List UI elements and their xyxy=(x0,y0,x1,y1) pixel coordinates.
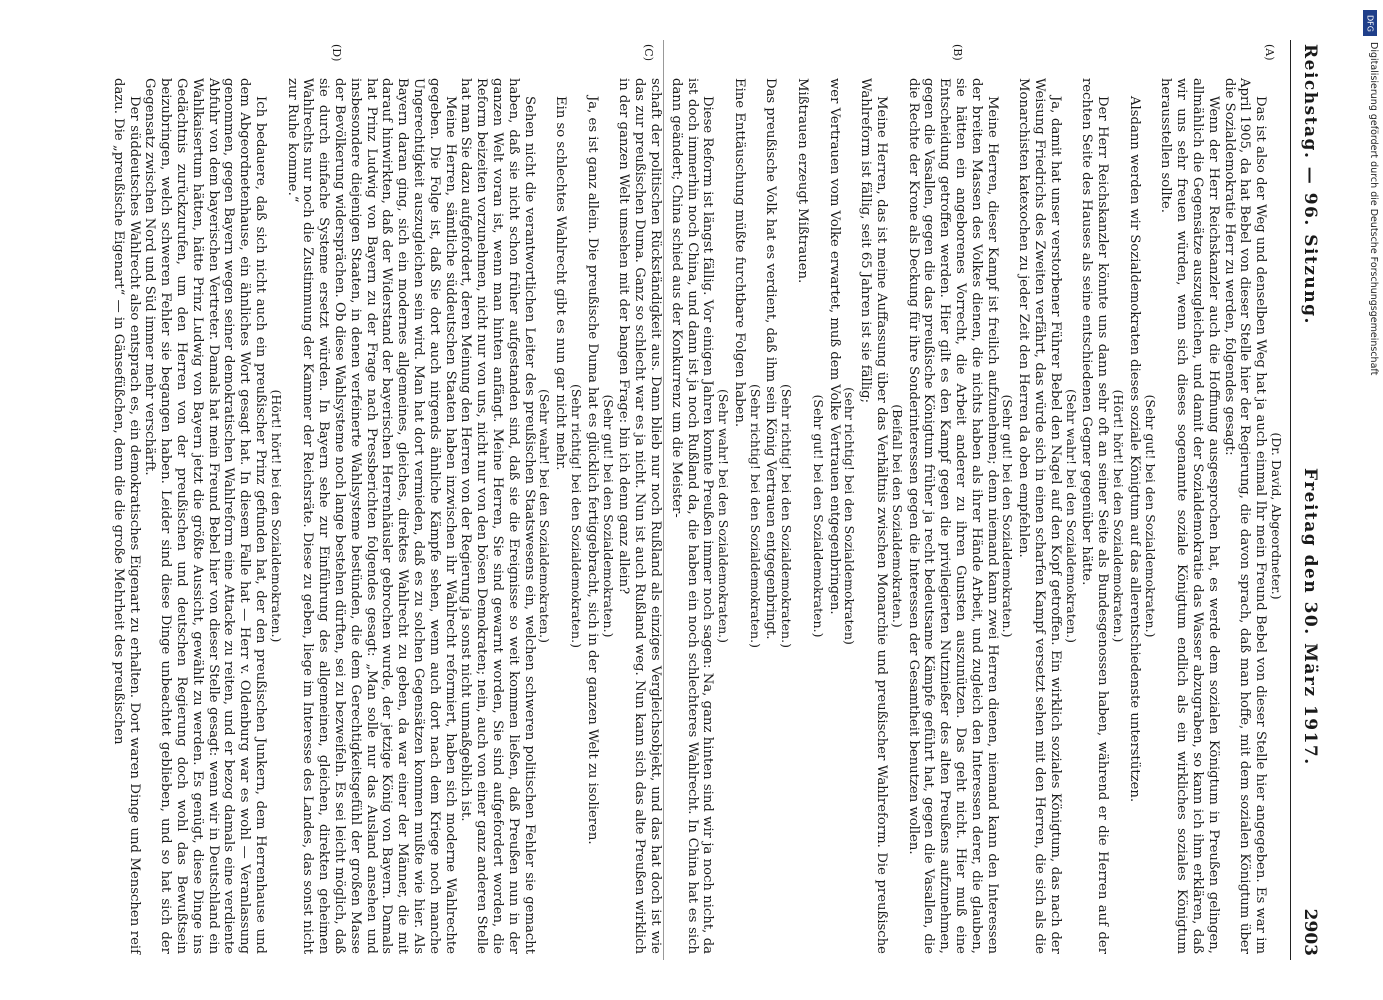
paragraph: Meine Herren, dieser Kampf ist freilich aufzunehmen; denn niemand kann zwei Herren dienen, niemand kann den Interessen der breiten Massen des Volkes dienen, die nichts haben als ihrer Hände Arbeit, und zugleich den Interessen derer, die glauben, sie hätten ein angeborenes Vorrecht, die Arbeit anderer zu ihren Gunsten auszunützen. Das geht nicht. Hier muß eine Entscheidung getroffen werden. Hier gilt es den Kampf gegen die privilegierten Nutznießer des alten Preußens aufzunehmen, gegen die Vasallen, gegen die das preußische Königtum früher ja recht bedeutsame Kämpfe geführt hat, gegen die Vasallen, die die Rechte der Krone als Deckung für ihre Sonderinteressen gegen die Interessen der Gesamtheit benutzen wollen. xyxy=(905,78,1000,954)
interjection: (Beifall bei den Sozialdemokraten.) xyxy=(889,404,905,628)
interjection: (Sehr gut! bei den Sozialdemokraten.) xyxy=(810,394,826,638)
marker-c: (C) xyxy=(642,44,655,61)
paragraph: Sehen nicht die verantwortlichen Leiter des preußischen Staatswesens ein, welchen schweren politischen Fehler sie gemacht haben, daß sie nicht schon früher aufgestanden sind, daß sie die Ereignisse so weit kommen ließen, daß Preußen nun in der ganzen Welt voran ist, wenn man hinten anfängt. Meine Herren, Sie sind gewarnt worden, Sie sind aufgefordert worden, die Reform beizeiten vorzunehmen, nicht nur von uns, nicht nur von den bösen Demokraten; nein, auch von einer ganz anderen Stelle hat man Sie dazu aufgefordert, deren Meinung den Herren von der Regierung ja sonst nicht unmaßgeblich ist. xyxy=(458,78,537,954)
quote-paragraph: Der Herr Reichskanzler könnte uns dann sehr oft an seiner Seite als Bundesgenossen haben, während er die Herren auf der rechten Seite des Hauses als seine entschiedenen Gegner gegenüber hätte. xyxy=(1079,78,1111,954)
paragraph: Das ist also der Weg und denselben Weg hat ja auch einmal Ihr mein Freund Bebel von dieser Stelle hier angegeben. Es war im April 1905, da hat Bebel von dieser Stelle hier der Regierung, die davon sprach, daß man hoffe, mit dem sozialen Königtum über die Sozialdemokratie Herr zu werden, folgendes gesagt: xyxy=(1221,78,1269,954)
interjection: (Hört! hört! bei den Sozialdemokraten.) xyxy=(268,389,284,643)
page-number: 2903 xyxy=(1300,908,1321,956)
quote-paragraph: Alsdann werden wir Sozialdemokraten dieses soziale Königtum auf das allerentschiedenste unterstützen. xyxy=(1126,96,1142,803)
quote-paragraph: Wenn der Herr Reichskanzler auch die Hoffnung ausgesprochen hat, es werde dem sozialen Königtum in Preußen gelingen, allmählich die Gegensätze auszugleichen, und damit der Sozialdemokratie das Wasser abzugraben, so kann ich ihm erklären, daß wir uns sehr freuen würden, wenn sich dieses sogenannte soziale Königtum endlich als ein wirkliches soziales Königtum herausstellen sollte. xyxy=(1158,78,1221,954)
paragraph: Meine Herren, sämtliche süddeutschen Staaten haben inzwischen ihr Wahlrecht reformiert, haben sich moderne Wahlrechte gegeben. Die Folge ist, daß Sie dort auch nirgends ähnliche Kämpfe sehen, wenn auch dort nach dem Kriege noch manche Ungerechtigkeit auszugleichen sein wird. Man hat dort vermieden, daß es zu solchen Gegensätzen kommen mußte wie hier. Als Bayern daran ging, sich ein modernes allgemeines, gleiches, direktes Wahlrecht zu geben, da war einer der Männer, die mit darauf hinwirkten, daß der Widerstand der bayerischen Herrenhäusler gebrochen wurde, der jetzige König von Bayern. Damals hat Prinz Ludwig von Bayern zu der Frage nach Pressberichten folgendes gesagt: „Man solle nur das Ausland ansehen und insbesondere diejenigen Staaten, in denen verfeinerte Wahlsysteme bestünden, die dem Gerechtigkeitsgefühl der großen Masse der Bevölkerung widersprächen. Ob diese Wahlsysteme noch lange bestehen dürften, sei zu bezweifeln. Es sei leicht möglich, daß sie durch einfache Systeme ersetzt würden. In Bayern sehe zur Einführung des allgemeinen, gleichen, direkten geheimen Wahlrechts nur noch die Zustimmung der Kammer der Reichsräte. Diese zu geben, liege im Interesse des Landes, das sonst nicht zur Ruhe komme.“ xyxy=(284,78,458,954)
paragraph: Eine Enttäuschung müßte furchtbare Folgen haben. xyxy=(731,78,747,428)
interjection: (sehr richtig! bei den Sozialdemokraten) xyxy=(842,387,858,645)
paragraph: wer Vertrauen vom Volke erwartet, muß dem Volke Vertrauen entgegenbringen. xyxy=(826,78,842,615)
paragraph: Ja, es ist ganz allein. Die preußische Duma hat es glücklich fertiggebracht, sich in der ganzen Welt zu isolieren. xyxy=(584,96,600,845)
paragraph: Mißtrauen erzeugt Mißtrauen. xyxy=(795,78,811,284)
paragraph: schaft der politischen Rückständigkeit aus. Dann blieb nur noch Rußland als einziges Vergleichsobjekt, und das hat doch ist wie das zur preußischen Duma. Ganz so schlecht war es ja nicht. Nun ist auch Rußland weg. Nun kann sich das alte Preußen wirklich in der ganzen Welt umsehen mit der bangen Frage: bin ich denn ganz allein? xyxy=(616,78,663,954)
interjection: (Hört! hört! bei den Sozialdemokraten.) xyxy=(1111,389,1127,643)
speaker-line: (Dr. David, Abgeordneter.) xyxy=(1269,432,1284,600)
paragraph: Meine Herren, das ist meine Auffassung über das Verhältnis zwischen Monarchie und preußischer Wahlreform. Die preußische Wahlreform ist fällig, seit 65 Jahren ist sie fällig; xyxy=(858,78,890,954)
header-left: Reichstag. — 96. Sitzung. xyxy=(1300,44,1321,325)
paragraph: Ich bedauere, daß sich nicht auch ein preußischer Prinz gefunden hat, der den preußischen Junkern, dem Herrenhause und dem Abgeordnetenhause, ein ähnliches Wort gesagt hat. In diesem Falle hat — Herr v. Oldenburg war es wohl — Veranlassung genommen, gegen Bayern wegen seiner demokratischen Wahlreform eine Attacke zu reiten, und er bezog damals eine verdiente Abfuhr von dem bayerischen Vertreter. Damals hat mein Freund Bebel hier von dieser Stelle gesagt: wenn wir in Deutschland ein Wahlkaisertum hätten, hätte Prinz Ludwig von Bayern jetzt die größte Aussicht, gewählt zu werden. Es genügt, diese Dinge ins Gedächtnis zurückzurufen, um den Herren von der preußischen und deutschen Regierung doch wohl das Bewußtsein beizubringen, welch schweren Fehler sie begangen haben. Leider sind diese Dinge unbeachtet geblieben, und so hat sich der Gegensatz zwischen Nord und Süd immer mehr verschärft. xyxy=(142,78,269,954)
marker-b: (B) xyxy=(951,44,964,61)
interjection: (Sehr wahr! bei den Sozialdemokraten.) xyxy=(537,388,553,644)
interjection: (Sehr wahr! bei den Sozialdemokraten.) xyxy=(716,388,732,644)
interjection: (Sehr richtig! bei den Sozialdemokraten.) xyxy=(569,384,585,648)
interjection: (Sehr wahr! bei den Sozialdemokraten.) xyxy=(1063,388,1079,644)
column-left-text xyxy=(668,78,1284,954)
column-left xyxy=(664,40,1284,960)
digitization-note: Digitalisierung gefördert durch die Deutsche Forschungsgemeinschaft xyxy=(1368,42,1379,376)
paragraph: Ja, damit hat unser verstorbener Führer Bebel den Nagel auf den Kopf getroffen. Ein wirklich soziales Königtum, das nach der Weisung Friedrichs des Zweiten verfährt, das würde sich in einen scharfen Kampf versetzt sehen mit den Herren, die sich als die Monarchisten katexochen zu jeder Zeit den Herren da oben empfehlen. xyxy=(1016,78,1063,954)
interjection: (Sehr gut! bei den Sozialdemokraten.) xyxy=(1142,394,1158,638)
interjection: (Sehr richtig! bei den Sozialdemokraten.) xyxy=(747,384,763,648)
paragraph: Ein so schlechtes Wahlrecht gibt es nun gar nicht mehr. xyxy=(553,96,569,471)
paragraph: Das preußische Volk hat es verdient, daß ihm sein König Vertrauen entgegenbringt. xyxy=(763,78,779,640)
rotated-page xyxy=(40,40,1330,960)
column-right-text xyxy=(110,78,663,954)
page-header xyxy=(1290,40,1330,960)
interjection: (Sehr gut! bei den Sozialdemokraten.) xyxy=(600,394,616,638)
marker-a: (A) xyxy=(1263,44,1276,61)
paragraph: Diese Reform ist längst fällig. Vor einigen Jahren konnte Preußen immer noch sagen: Na, ganz hinten sind wir ja noch nicht, da ist doch immerhin noch China, und dann ist ja noch Rußland da, die haben ein noch schlechteres Wahlrecht. In China hat es sich dann geändert; China schied aus der Konkurrenz um die Meister- xyxy=(668,78,716,954)
interjection: (Sehr gut! bei den Sozialdemokraten.) xyxy=(1000,394,1016,638)
paragraph: Der süddeutsches Wahlrecht also entsprach es, ein demokratisches Eigenart zu erhalten. Dort waren Dinge und Menschen reif dazu. Die „preußische Eigenart“ — in Gänsefüßchen, denn die die große Mehrheit des preußischen xyxy=(110,78,142,954)
marker-d: (D) xyxy=(330,44,343,62)
column-right xyxy=(44,40,664,960)
header-center: Freitag den 30. März 1917. xyxy=(1300,467,1321,766)
interjection: (Sehr richtig! bei den Sozialdemokraten.) xyxy=(779,384,795,648)
dfg-logo: DFG xyxy=(1363,10,1377,36)
